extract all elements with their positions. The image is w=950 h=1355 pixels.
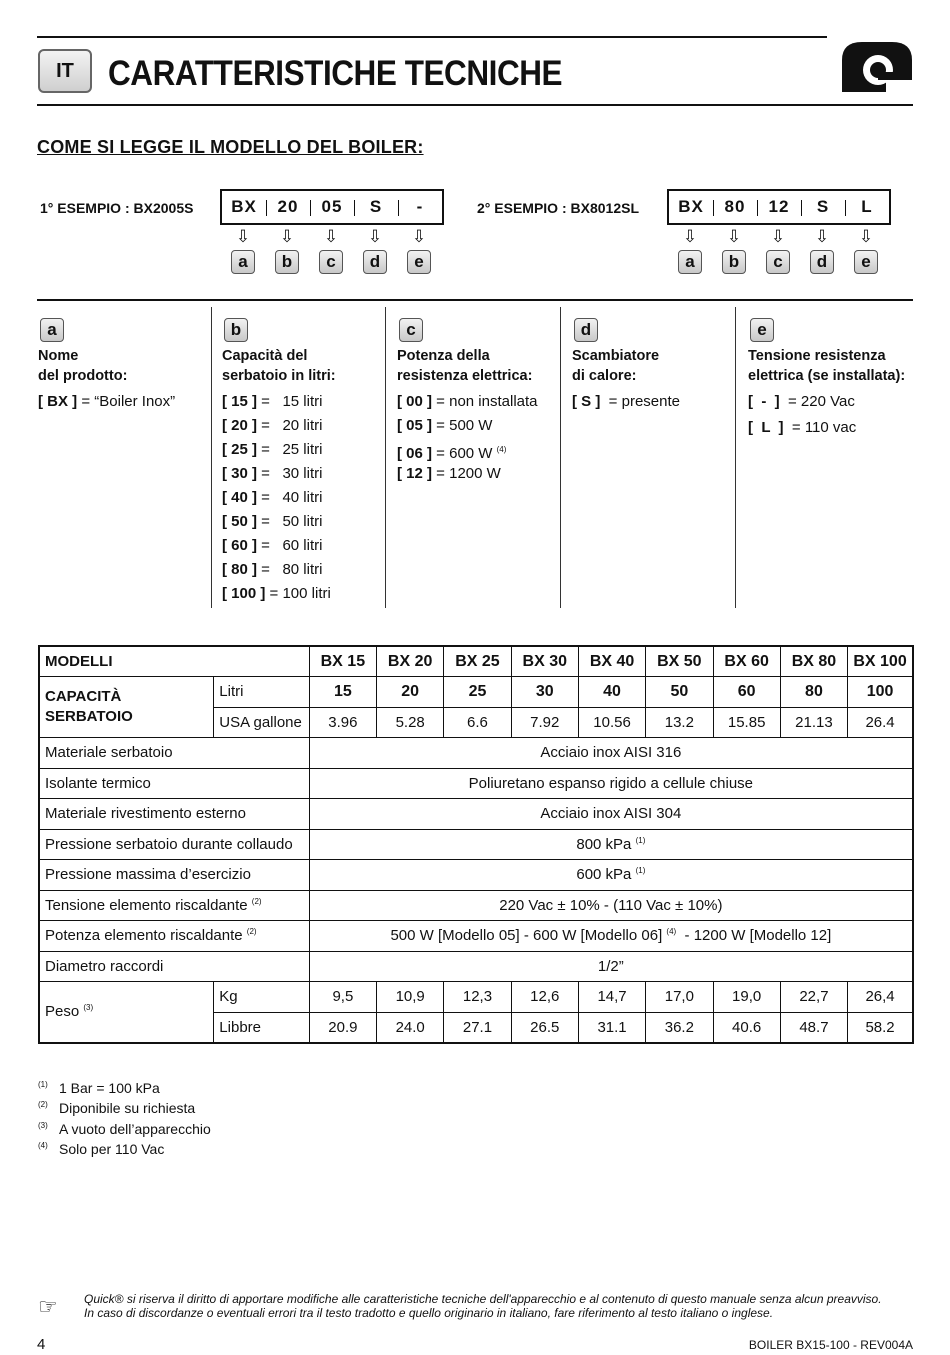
unit-label: Kg	[214, 982, 309, 1013]
model-segment: BX	[678, 197, 704, 216]
legend-item: [ 06 ] = 600 W $^{(4)}$	[397, 445, 507, 462]
table-row	[39, 890, 913, 921]
down-arrow-icon: ⇩	[726, 227, 742, 246]
table-cell: 22,7	[780, 982, 847, 1013]
down-arrow-icon: ⇩	[367, 227, 383, 246]
key-label: c	[399, 318, 423, 342]
row-value: 220 Vac ± 10% - (110 Vac ± 10%)	[309, 890, 913, 921]
table-cell: 27.1	[444, 1012, 511, 1043]
row-value: 800 kPa $^{(1)}$	[309, 829, 913, 860]
down-arrow-icon: ⇩	[323, 227, 339, 246]
table-row	[39, 951, 913, 982]
column-heading: Nome del prodotto:	[38, 348, 128, 384]
legend-item: [ 15 ] = 15 litri	[222, 393, 323, 410]
table-cell: 10.56	[578, 707, 645, 738]
model-segment: L	[845, 197, 889, 217]
legend-item: [ 60 ] = 60 litri	[222, 537, 323, 554]
table-cell: 26,4	[848, 982, 913, 1013]
table-cell: 7.92	[511, 707, 578, 738]
table-cell: 58.2	[848, 1012, 913, 1043]
header-bottom-rule	[37, 104, 913, 106]
table-row	[39, 860, 913, 891]
model-segment: 05	[310, 197, 354, 217]
page-title: CARATTERISTICHE TECNICHE	[108, 54, 563, 93]
table-cell: 60	[713, 677, 780, 708]
table-cell: 50	[646, 677, 713, 708]
legend-item: [ 30 ] = 30 litri	[222, 465, 323, 482]
table-cell: 15	[309, 677, 376, 708]
table-cell: 80	[780, 677, 847, 708]
model-segment: -	[398, 197, 442, 217]
footnote: (4) Solo per 110 Vac	[38, 1140, 165, 1157]
example-2-label: 2° ESEMPIO : BX8012SL	[477, 200, 639, 216]
down-arrow-icon: ⇩	[279, 227, 295, 246]
table-cell: 20.9	[309, 1012, 376, 1043]
model-segment: S	[801, 197, 845, 217]
unit-label: Libbre	[214, 1012, 309, 1043]
legend-item: [ - ] = 220 Vac	[748, 393, 855, 410]
row-label: Pressione serbatoio durante collaudo	[39, 829, 309, 860]
down-arrow-icon: ⇩	[814, 227, 830, 246]
model-segment: 80	[713, 197, 757, 217]
row-value: Acciaio inox AISI 316	[309, 738, 913, 769]
table-cell: 48.7	[780, 1012, 847, 1043]
table-cell: 25	[444, 677, 511, 708]
table-row	[39, 921, 913, 952]
table-cell: 3.96	[309, 707, 376, 738]
down-arrow-icon: ⇩	[411, 227, 427, 246]
row-label: Isolante termico	[39, 768, 309, 799]
spec-table	[38, 645, 914, 1044]
table-cell: 30	[511, 677, 578, 708]
key-label: b	[275, 250, 299, 274]
example-1-label: 1° ESEMPIO : BX2005S	[40, 200, 194, 216]
key-label: e	[750, 318, 774, 342]
key-label: d	[810, 250, 834, 274]
row-label: Materiale rivestimento esterno	[39, 799, 309, 830]
unit-label: Litri	[214, 677, 309, 708]
model-segment: 20	[266, 197, 310, 217]
example-1-model-box	[220, 189, 444, 225]
footnote: (1) 1 Bar = 100 kPa	[38, 1080, 160, 1096]
model-header: BX 25	[444, 646, 511, 677]
key-label: c	[766, 250, 790, 274]
table-cell: 20	[377, 677, 444, 708]
example-2-arrows	[668, 228, 888, 246]
model-header: BX 50	[646, 646, 713, 677]
key-label: b	[722, 250, 746, 274]
capacity-label: CAPACITÀ SERBATOIO	[39, 677, 214, 738]
table-row	[39, 799, 913, 830]
column-divider	[560, 307, 561, 608]
key-label: a	[678, 250, 702, 274]
legend-item: [ L ] = 110 vac	[748, 419, 857, 436]
legend-item: [ 100 ] = 100 litri	[222, 585, 331, 602]
legend-item: [ 50 ] = 50 litri	[222, 513, 323, 530]
column-heading: Capacità del serbatoio in litri:	[222, 348, 336, 384]
legend-column-e	[748, 318, 905, 442]
footnotes	[38, 1078, 211, 1159]
table-row	[39, 646, 913, 677]
model-header: BX 60	[713, 646, 780, 677]
row-label: Pressione massima d’esercizio	[39, 860, 309, 891]
legend-item: [ 00 ] = non installata	[397, 393, 538, 410]
key-label: d	[574, 318, 598, 342]
model-header: BX 20	[377, 646, 444, 677]
row-value: 600 kPa $^{(1)}$	[309, 860, 913, 891]
key-label: a	[231, 250, 255, 274]
footnote: (2) Diponibile su richiesta	[38, 1100, 196, 1117]
quick-logo-icon	[840, 40, 914, 92]
key-label: e	[407, 250, 431, 274]
table-cell: 17,0	[646, 982, 713, 1013]
table-cell: 6.6	[444, 707, 511, 738]
unit-label: USA gallone	[214, 707, 309, 738]
model-segment: 12	[757, 197, 801, 217]
row-value: 500 W [Modello 05] - 600 W [Modello 06] $^{(4)}$ - 1200 W [Modello 12]	[309, 921, 913, 952]
table-cell: 100	[848, 677, 913, 708]
table-row	[39, 768, 913, 799]
model-header: BX 15	[309, 646, 376, 677]
key-label: e	[854, 250, 878, 274]
models-label: MODELLI	[39, 646, 309, 677]
section-divider	[37, 299, 913, 301]
section-heading: COME SI LEGGE IL MODELLO DEL BOILER:	[37, 137, 424, 157]
page-number: 4	[37, 1336, 46, 1353]
table-cell: 40	[578, 677, 645, 708]
legend-item: [ 40 ] = 40 litri	[222, 489, 323, 506]
row-value: Acciaio inox AISI 304	[309, 799, 913, 830]
legend-column-d	[572, 318, 680, 416]
table-row	[39, 738, 913, 769]
down-arrow-icon: ⇩	[770, 227, 786, 246]
legend-item: [ 05 ] = 500 W	[397, 417, 493, 434]
example-1-keys	[221, 250, 441, 274]
down-arrow-icon: ⇩	[682, 227, 698, 246]
row-label: Tensione elemento riscaldante $^{(2)}$	[39, 890, 309, 921]
row-value: Poliuretano espanso rigido a cellule chiuse	[309, 768, 913, 799]
legend-item: [ 80 ] = 80 litri	[222, 561, 323, 578]
table-cell: 12,6	[511, 982, 578, 1013]
model-header: BX 40	[578, 646, 645, 677]
weight-label: Peso $^{(3)}$	[39, 982, 214, 1043]
table-row	[39, 677, 913, 708]
legend-item: [ S ] = presente	[572, 393, 680, 410]
legend-item: [ 20 ] = 20 litri	[222, 417, 323, 434]
table-cell: 36.2	[646, 1012, 713, 1043]
example-2-model-box	[667, 189, 891, 225]
table-cell: 9,5	[309, 982, 376, 1013]
down-arrow-icon: ⇩	[858, 227, 874, 246]
table-cell: 31.1	[578, 1012, 645, 1043]
legend-column-c	[397, 318, 538, 488]
legend-column-a	[38, 318, 175, 416]
column-heading: Potenza della resistenza elettrica:	[397, 348, 533, 384]
table-cell: 14,7	[578, 982, 645, 1013]
table-cell: 19,0	[713, 982, 780, 1013]
table-cell: 13.2	[646, 707, 713, 738]
model-segment: S	[354, 197, 398, 217]
row-label: Diametro raccordi	[39, 951, 309, 982]
table-cell: 26.4	[848, 707, 913, 738]
key-label: c	[319, 250, 343, 274]
model-header: BX 30	[511, 646, 578, 677]
table-row	[39, 829, 913, 860]
key-label: a	[40, 318, 64, 342]
legend-item: [ BX ] = “Boiler Inox”	[38, 393, 176, 410]
column-heading: Tensione resistenza elettrica (se installata):	[748, 348, 906, 384]
legend-item: [ 25 ] = 25 litri	[222, 441, 323, 458]
row-label: Potenza elemento riscaldante $^{(2)}$	[39, 921, 309, 952]
language-badge: IT	[38, 49, 92, 93]
example-1-arrows	[221, 228, 441, 246]
model-segment: BX	[231, 197, 257, 216]
footnote: (3) A vuoto dell’apparecchio	[38, 1120, 211, 1137]
column-divider	[385, 307, 386, 608]
pointing-hand-icon: ☞	[38, 1294, 58, 1319]
model-header: BX 100	[848, 646, 913, 677]
column-heading: Scambiatore di calore:	[572, 348, 660, 384]
table-cell: 40.6	[713, 1012, 780, 1043]
row-label: Materiale serbatoio	[39, 738, 309, 769]
table-cell: 26.5	[511, 1012, 578, 1043]
header-top-rule	[37, 36, 827, 38]
column-divider	[211, 307, 212, 608]
table-cell: 12,3	[444, 982, 511, 1013]
key-label: b	[224, 318, 248, 342]
table-cell: 5.28	[377, 707, 444, 738]
table-cell: 24.0	[377, 1012, 444, 1043]
model-header: BX 80	[780, 646, 847, 677]
document-code: BOILER BX15-100 - REV004A	[748, 1338, 913, 1352]
example-2-keys	[668, 250, 888, 274]
legend-column-b	[222, 318, 336, 608]
table-cell: 15.85	[713, 707, 780, 738]
column-divider	[735, 307, 736, 608]
table-cell: 21.13	[780, 707, 847, 738]
key-label: d	[363, 250, 387, 274]
down-arrow-icon: ⇩	[235, 227, 251, 246]
legend-item: [ 12 ] = 1200 W	[397, 465, 501, 482]
table-cell: 10,9	[377, 982, 444, 1013]
row-value: 1/2”	[309, 951, 913, 982]
disclaimer: Quick® si riserva il diritto di apportare modifiche alle caratteristiche tecniche dell'apparecchio e al contenuto di questo manuale senza alcun preavviso. In caso di discordanze o eventuali errori tra il testo tradotto e quello originario in italiano, fare riferimento al testo italiano o inglese.	[84, 1292, 882, 1320]
table-row	[39, 982, 913, 1013]
